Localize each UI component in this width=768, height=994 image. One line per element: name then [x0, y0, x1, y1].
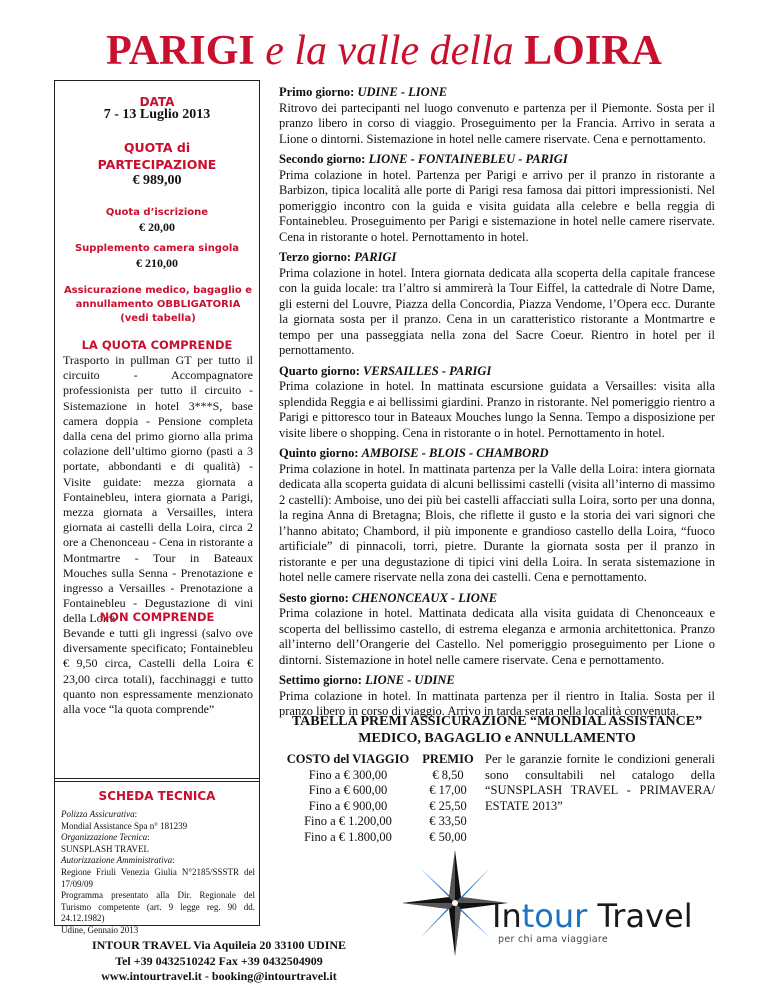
day-route: CHENONCEAUX - LIONE [351, 590, 498, 605]
polizza-label: Polizza Assicurativa [61, 809, 135, 819]
day-label: Quarto giorno: [279, 363, 364, 378]
table-cell: € 50,00 [429, 829, 467, 844]
assicurazione-line-2: annullamento OBBLIGATORIA [75, 299, 241, 310]
title-middle: e la valle della [254, 28, 525, 74]
day-text: Ritrovo dei partecipanti nel luogo convenuto e partenza per il Piemonte. Sosta per il pranzo libero in corso di viaggio. Proseguimento per la Francia. Arrivo in serata a Lione o dintorni. Sistemazione in hotel nelle camere riservate. Cena e pernottamento. [279, 100, 715, 146]
logo-in: In [492, 897, 522, 935]
scheda-label: SCHEDA TECNICA [98, 789, 216, 803]
programma-text: Programma presentato alla Dir. Regionale del Turismo competente (art. 9 legge reg. 90 dd. 24.12.1982) [61, 890, 255, 924]
footer-contacts [54, 938, 384, 985]
polizza-value: Mondial Assistance Spa n° 181239 [61, 820, 188, 831]
premio-header: PREMIO [422, 752, 474, 766]
aut-value: Regione Friuli Venezia Giulia N°2185/SSSTR del 17/09/09 [61, 866, 255, 889]
table-cell: € 17,00 [429, 783, 467, 797]
org-value: SUNSPLASH TRAVEL [61, 843, 149, 854]
non-comprende-label: NON COMPRENDE [99, 610, 215, 624]
logo-tour: tour [521, 897, 588, 935]
aut-label: Autorizzazione Amministrativa [61, 855, 173, 866]
table-cell: Fino a € 1.200,00 [304, 814, 392, 828]
day-label: Primo giorno: [279, 85, 358, 99]
quota-label-2: PARTECIPAZIONE [97, 157, 217, 172]
day-text: Prima colazione in hotel. In mattinata escursione guidata a Versailles: visita alla splendida Reggia e ai bellissimi giardini. Pranzo in ristorante. Nel pomeriggio rientro a Parigi e pittoresco tour in Bateaux Mouches lungo la Senna. Tempo a disposizione per visite libere o shopping. Cena in ristorante o in hotel. Pernottamento in hotel. [279, 379, 715, 440]
day-route: AMBOISE - BLOIS - CHAMBORD [361, 446, 549, 460]
logo-tagline: per chi ama viaggiare [498, 934, 609, 945]
day-5 [279, 446, 715, 586]
iscrizione-value: € 20,00 [139, 220, 175, 234]
logo-travel: Travel [587, 897, 693, 935]
info-sidebar [54, 80, 260, 782]
table-cell: € 33,50 [429, 814, 467, 828]
quota-value: € 989,00 [132, 173, 182, 188]
insurance-title-2: MEDICO, BAGAGLIO e ANNULLAMENTO [358, 731, 636, 746]
day-route: LIONE - UDINE [365, 673, 455, 687]
footer-address: INTOUR TRAVEL Via Aquileia 20 33100 UDINE [91, 938, 347, 952]
day-text: Prima colazione in hotel. Partenza per Parigi e arrivo per il pranzo in ristorante a Barbizon, tipica località alle porte di Parigi resa famosa dai pittori impressionisti. Nel pomeriggio incontro con la guida e visita guidata alla celebre e bella reggia di Fontainebleu. Proseguimento per Parigi e sistemazione in hotel nelle camere riservate. Cena in ristorante o hotel. Pernottamento in hotel. [279, 167, 715, 244]
day-text: Prima colazione in hotel. Intera giornata dedicata alla scoperta della capitale francese con la guida locale: tra l’altro si ammirerà la Tour Eiffel, la cattedrale di Notre Dame, gli esterni del Louvre, Piazza della Concordia, Piazza Vendome, l’Opera ecc. Durante la giornata sosta per il pranzo. Cena in un caratteristico ristorante a Montmartre e tempo per una passeggiata nella zona del Sacre Coeur. Rientro in hotel per il pernottamento. [279, 265, 715, 357]
table-cell: € 8,50 [432, 767, 464, 782]
day-route: PARIGI [354, 250, 397, 264]
title-loira: LOIRA [524, 28, 662, 74]
day-text: Prima colazione in hotel. In mattinata partenza per il rientro in Italia. Sosta per il pranzo libero in corso di viaggio. Arrivo in tarda serata nella località convenuta. [279, 688, 715, 718]
assicurazione-line-3: (vedi tabella) [120, 313, 196, 324]
table-cell: Fino a € 300,00 [308, 767, 388, 782]
table-cell: € 25,50 [429, 798, 467, 813]
iscrizione-label: Quota d’iscrizione [105, 207, 209, 218]
footer-phone: Tel +39 0432510242 Fax +39 0432504909 [115, 953, 323, 968]
intour-travel-logo [492, 898, 732, 958]
singola-value: € 210,00 [136, 256, 178, 270]
quota-label-1: QUOTA di [123, 140, 191, 155]
assicurazione-line-1: Assicurazione medico, bagaglio e [63, 285, 253, 296]
assicurazione-note [61, 284, 255, 326]
table-cell: Fino a € 1.800,00 [304, 829, 392, 844]
org-label: Organizzazione Tecnica [61, 832, 148, 843]
day-label: Terzo giorno: [279, 250, 355, 264]
day-4 [279, 364, 715, 442]
non-comprende-text: Bevande e tutti gli ingressi (salvo ove diversamente specificato; Fontainebleu € 9,50 circa, Castelli della Loira € 23,00 circa totali), facchinaggi e tutto quanto non espressamente menzionato alla voce “la quota comprende” [63, 626, 253, 717]
comprende-label: LA QUOTA COMPRENDE [81, 338, 233, 352]
day-3 [279, 250, 715, 359]
insurance-table-title [279, 713, 715, 747]
singola-label: Supplemento camera singola [74, 243, 240, 254]
quota-label [55, 139, 259, 173]
day-1 [279, 85, 715, 147]
day-route: LIONE - FONTAINEBLEU - PARIGI [368, 152, 568, 166]
insurance-title-1: TABELLA PREMI ASSICURAZIONE “MONDIAL ASSISTANCE” [291, 714, 703, 729]
itinerary [279, 85, 715, 725]
logo-brand [492, 898, 732, 934]
day-route: UDINE - LIONE [357, 85, 448, 99]
day-text: Prima colazione in hotel. In mattinata partenza per la Valle della Loira: intera giornata dedicata alla scoperta guidata di alcuni bellissimi castelli (visita all’interno di massimo 2 castelli): Amboise, uno dei più bei castelli affacciati sulla Loira, sorto per una donna, la regina Anna di Bretagna; Blois, che riflette il gusto e la storia dei vari signori che l’hanno abitato; Chambord, il più imponente e grandioso castello della Loira, “fuoco artificiale” di pinnacoli, torri, pietre. Durante la giornata sosta per il pranzo in ristorante e per una degustazione di tipici vini della Loira. In serata sistemazione in hotel nelle camere riservate nella zona dei castelli. Cena e pernottamento. [279, 461, 715, 584]
day-label: Quinto giorno: [279, 446, 362, 460]
costo-header: COSTO del VIAGGIO [286, 752, 410, 766]
page-title [0, 26, 768, 76]
table-cell: Fino a € 900,00 [308, 798, 388, 813]
day-label: Sesto giorno: [279, 590, 352, 605]
luogo-data: Udine, Gennaio 2013 [61, 924, 139, 935]
premio-column [417, 752, 479, 845]
day-2 [279, 152, 715, 245]
data-value: 7 - 13 Luglio 2013 [103, 107, 211, 122]
day-label: Settimo giorno: [279, 673, 366, 687]
footer-web[interactable]: www.intourtravel.it - booking@intourtravel.it [101, 969, 337, 983]
scheda-lines: Polizza Assicurativa: Mondial Assistance Spa n° 181239 Organizzazione Tecnica: SUNSPLASH TRAVEL Autorizzazione Amministrativa: Regione Friuli Venezia Giulia N°2185/SSSTR del 17/09/09 Programma presentato alla Dir. Regionale del Turismo competente (art. 9 legge reg. 90 dd. 24.12.1982) Udine, Gennaio 2013 [61, 809, 255, 935]
day-label: Secondo giorno: [279, 152, 369, 166]
costo-column [279, 752, 417, 845]
day-text: Prima colazione in hotel. Mattinata dedicata alla visita guidata di Chenonceaux e scoperta del bellissimo castello, di estrema eleganza e armonia architettonica. Pranzo all’interno dell’Orangerie del Castello. Nel pomeriggio proseguimento per Lione o dintorni. Sistemazione in hotel nelle camere riservate. Cena e pernottamento. [279, 606, 715, 667]
title-parigi: PARIGI [106, 28, 255, 74]
scheda-tecnica-box [54, 778, 260, 935]
table-cell: Fino a € 600,00 [308, 783, 388, 797]
comprende-text: Trasporto in pullman GT per tutto il circuito - Accompagnatore professionista per tutto il circuito - Sistemazione in hotel 3***S, base camera doppia - Pensione completa dalla cena del primo giorno alla prima colazione dell’ultimo giorno (pasti a 3 portate, abbondanti e di qualità) - Visite guidate: mezza giornata a Fontainebleu, intera giornata a Parigi, mezza giornata a Versailles, intera giornata ai castelli della Loira, circa 2 ore a Chenonceau - Cena in ristorante a Montmartre - Tour in Bateaux Mouches sulla Senna - Prenotazione e ingresso a Versailles - Prenotazione a Fontainebleu - Degustazione di vini della Loira [63, 353, 253, 626]
data-label: DATA [139, 95, 175, 109]
day-route: VERSAILLES - PARIGI [363, 363, 492, 378]
insurance-note: Per le garanzie fornite le condizioni generali sono consultabili nel catalogo della “SUNSPLASH TRAVEL - PRIMAVERA/ ESTATE 2013” [485, 752, 715, 813]
day-6 [279, 591, 715, 669]
